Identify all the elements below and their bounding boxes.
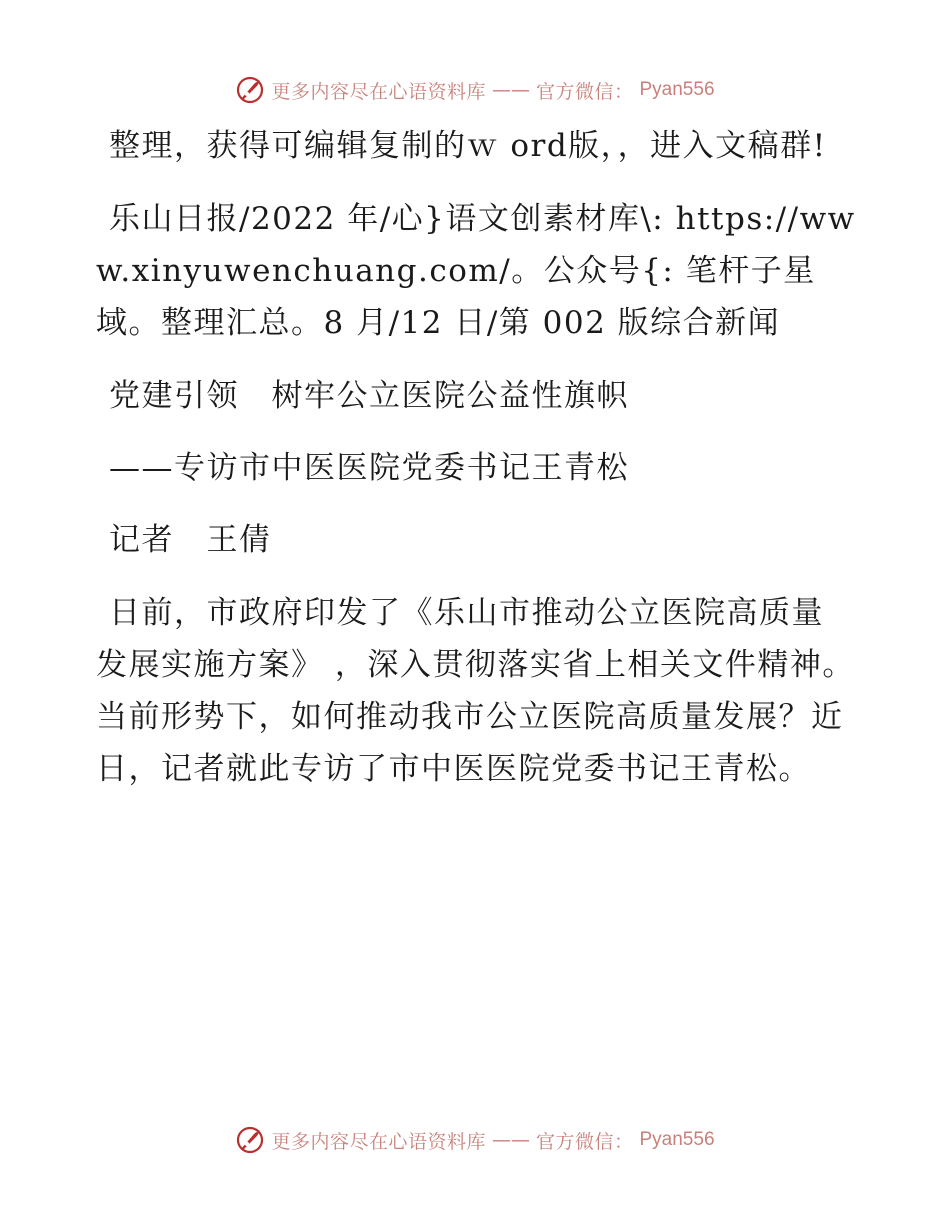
banner-dash: —— <box>491 1129 530 1151</box>
quill-pen-logo-icon <box>235 1125 265 1155</box>
banner-wechat-account: Pyan556 <box>639 1129 715 1150</box>
banner-promo-text: 更多内容尽在心语资料库 <box>271 80 486 103</box>
article-lead-paragraph: 日前，市政府印发了《乐山市推动公立医院高质量发展实施方案》 ，深入贯彻落实省上相关文件精神。当前形势下，如何推动我市公立医院高质量发展？近日，记者就此专访了市中医医院党委书记王青松。 <box>96 595 855 787</box>
document-body <box>96 120 856 816</box>
banner-wechat-label: 官方微信： <box>535 1130 634 1153</box>
source-paragraph: 乐山日报/2022 年/心}语文创素材库\: https://www.xinyuwenchuang.com/。公众号{: 笔杆子星域。整理汇总。8 月/12 日/第 002 版综合新闻 <box>96 201 856 341</box>
banner-dash: —— <box>491 79 530 101</box>
banner-promo-text: 更多内容尽在心语资料库 <box>271 1130 486 1153</box>
article-title: 党建引领 树牢公立医院公益性旗帜 <box>109 378 629 414</box>
intro-paragraph: 整理，获得可编辑复制的ｗ ord版，，进入文稿群! <box>109 128 827 164</box>
footer-banner <box>0 1120 950 1160</box>
quill-pen-logo-icon <box>235 75 265 105</box>
article-byline: 记者 王倩 <box>109 522 272 558</box>
header-banner <box>0 70 950 110</box>
article-subtitle: ——专访市中医医院党委书记王青松 <box>109 450 629 486</box>
banner-wechat-label: 官方微信： <box>535 80 634 103</box>
banner-wechat-account: Pyan556 <box>639 79 715 100</box>
